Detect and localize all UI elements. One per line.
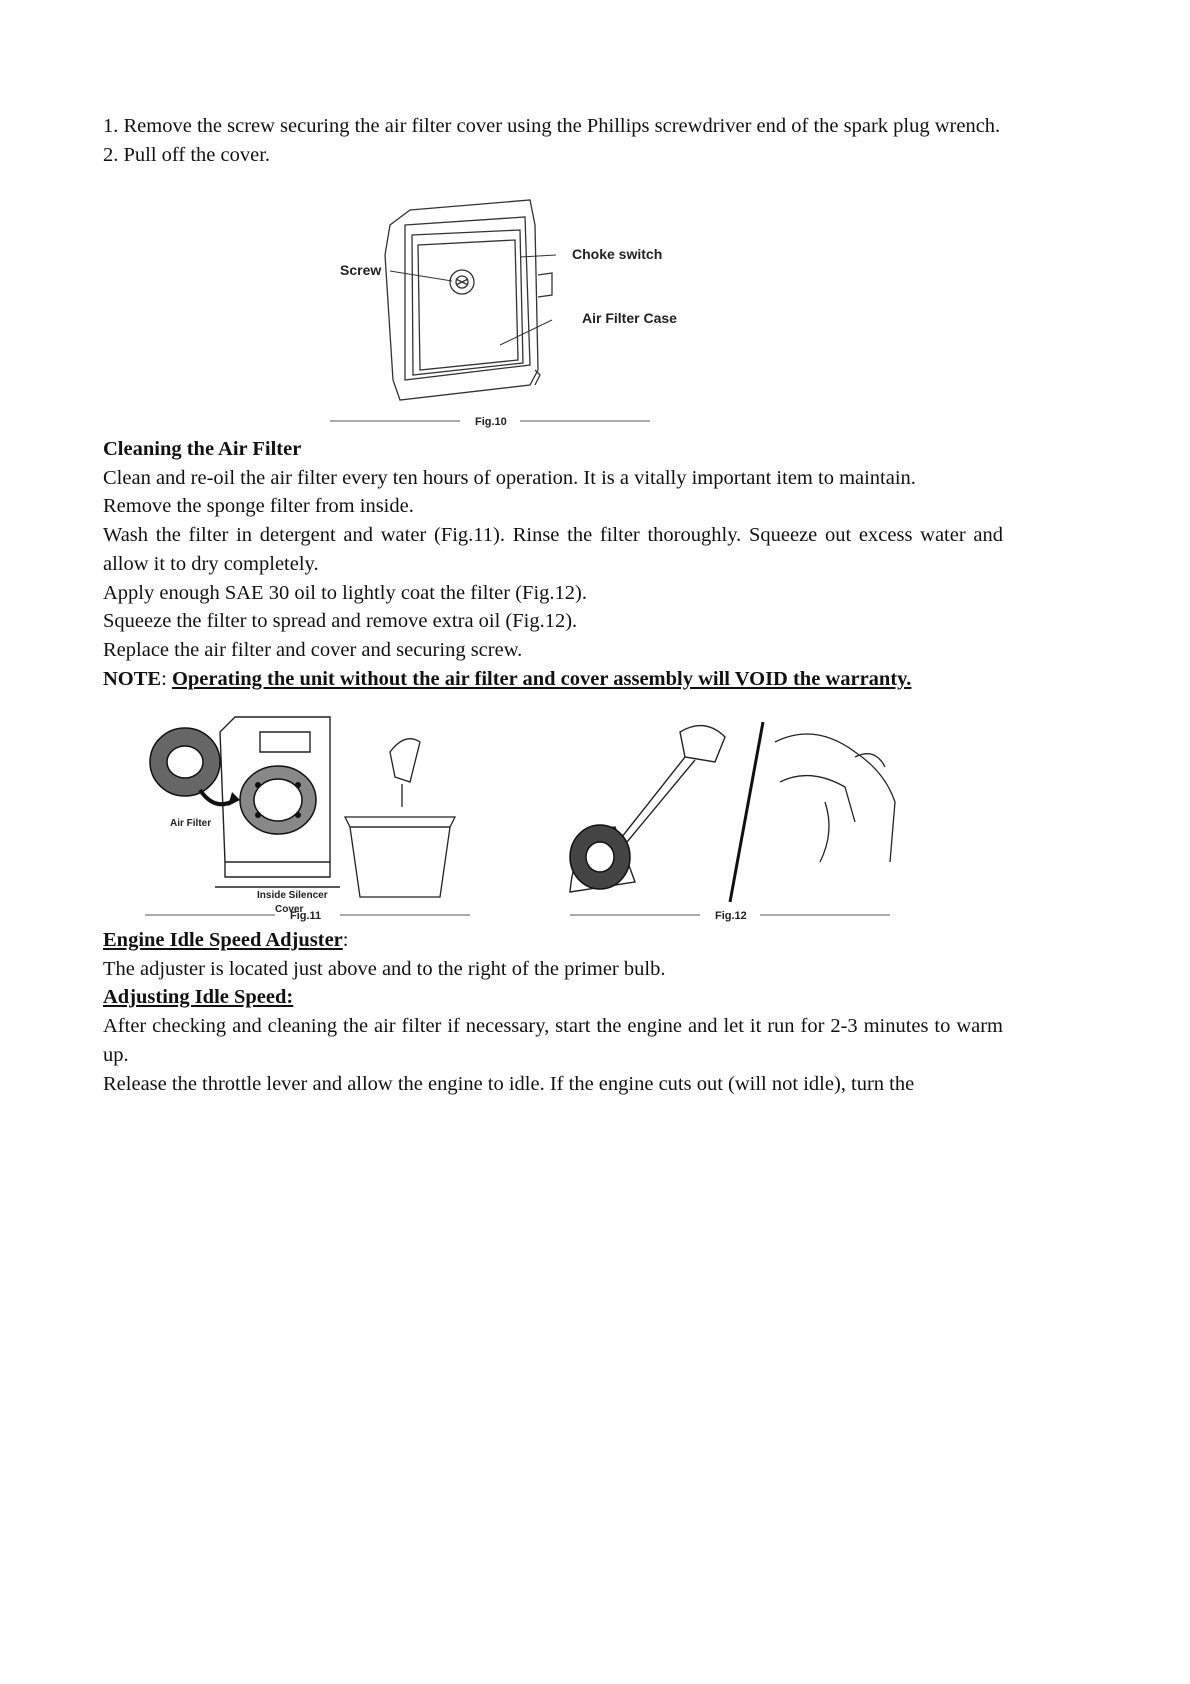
- cleaning-para-5: Squeeze the filter to spread and remove extra oil (Fig.12).: [103, 610, 578, 633]
- note-text: Operating the unit without the air filter and cover assembly will VOID the warranty.: [171, 667, 912, 690]
- fig11-caption: Fig.11: [290, 910, 322, 922]
- air-filter-case-label: Air Filter Case: [582, 310, 677, 326]
- fig11-illustration: [140, 712, 480, 922]
- step-2-text: 2. Pull off the cover.: [103, 143, 271, 166]
- intro-steps: [103, 112, 1003, 169]
- cleaning-section: [103, 435, 1003, 693]
- idle-para-1: The adjuster is located just above and to the right of the primer bulb.: [103, 957, 666, 980]
- cleaning-heading: Cleaning the Air Filter: [103, 438, 302, 460]
- fig12-divider: [730, 722, 763, 902]
- idle-heading-line: Engine Idle Speed Adjuster:: [103, 929, 349, 951]
- oiled-filter-drawing: [570, 825, 630, 889]
- installed-filter-drawing: [240, 766, 316, 834]
- step-1-text: 1. Remove the screw securing the air filter cover using the Phillips screwdriver end of the spark plug wrench.: [103, 115, 1001, 137]
- squeezing-hands-drawing: [775, 734, 895, 862]
- note-label: NOTE: [103, 667, 162, 690]
- wash-basin-drawing: [345, 739, 455, 897]
- fig10-caption: Fig.10: [475, 416, 507, 428]
- cleaning-para-1: Clean and re-oil the air filter every ten hours of operation. It is a vitally important item to maintain.: [103, 466, 916, 489]
- idle-heading: Engine Idle Speed Adjuster: [103, 929, 343, 951]
- air-filter-label: Air Filter: [170, 818, 212, 829]
- fig12-caption-row: [565, 905, 905, 925]
- screw-label: Screw: [340, 262, 382, 278]
- cleaning-para-4: Apply enough SAE 30 oil to lightly coat the filter (Fig.12).: [103, 581, 587, 604]
- idle-speed-section: [103, 926, 1003, 1098]
- air-filter-case-drawing: [385, 200, 552, 400]
- choke-switch-label: Choke switch: [572, 246, 663, 262]
- cleaning-para-3: Wash the filter in detergent and water (Fig.11). Rinse the filter thoroughly. Squeeze out excess water and allow it to dry completely.: [103, 524, 1003, 575]
- idle-para-3: Release the throttle lever and allow the engine to idle. If the engine cuts out (will not idle), turn the: [103, 1072, 915, 1095]
- fig12-illustration: [555, 712, 915, 912]
- insert-arrow-head: [228, 792, 240, 806]
- idle-para-2: After checking and cleaning the air filter if necessary, start the engine and let it run for 2-3 minutes to warm up.: [103, 1015, 1003, 1066]
- cover-label: Cover: [275, 904, 304, 915]
- adjusting-idle-heading: Adjusting Idle Speed:: [103, 986, 294, 1009]
- cleaning-para-6: Replace the air filter and cover and securing screw.: [103, 638, 523, 661]
- sponge-filter-drawing: [150, 728, 220, 796]
- fig10-illustration: [320, 195, 700, 435]
- inside-silencer-label: Inside Silencer: [257, 890, 328, 901]
- fig10-leader-lines: [390, 255, 556, 345]
- fig11-caption-row: [140, 905, 480, 925]
- fig12-caption: Fig.12: [715, 910, 747, 922]
- cleaning-para-2: Remove the sponge filter from inside.: [103, 495, 414, 518]
- warranty-note: NOTE: Operating the unit without the air filter and cover assembly will VOID the warranty.: [103, 667, 912, 690]
